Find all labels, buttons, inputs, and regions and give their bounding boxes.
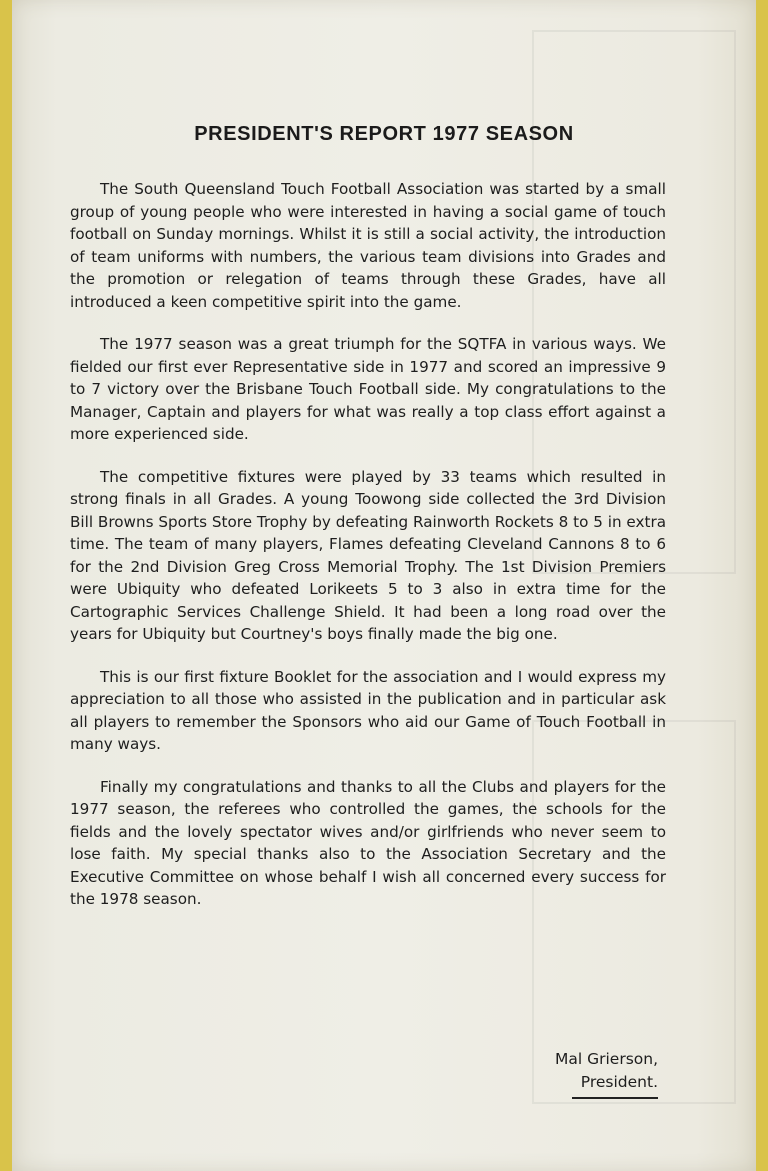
paragraph: This is our first fixture Booklet for the association and I would express my appreciation to all those who assisted in the publication and in particular ask all players to remember the Sponsors who aid our Game of Touch Football in many ways. [70,667,666,753]
signature-block [555,1048,658,1099]
paragraph: The 1977 season was a great triumph for the SQTFA in various ways. We fielded our first ever Representative side in 1977 and scored an impressive 9 to 7 victory over the Brisbane Touch Football side. My congratulations to the Manager, Captain and players for what was really a top class effort against a more experienced side. [70,335,666,443]
paragraph: The South Queensland Touch Football Association was started by a small group of young people who were interested in having a social game of touch football on Sunday mornings. Whilst it is still a social activity, the introduction of team uniforms with numbers, the various team divisions into Grades and the promotion or relegation of teams through these Grades, have all introduced a keen competitive spirit into the game. [70,180,666,311]
paragraph: Finally my congratulations and thanks to all the Clubs and players for the 1977 season, the referees who controlled the games, the schools for the fields and the lovely spectator wives and/or girlfriends who never seem to lose faith. My special thanks also to the Association Secretary and the Executive Committee on whose behalf I wish all concerned every success for the 1978 season. [70,777,666,908]
signatory-role: President. [580,1073,658,1091]
signatory-name: Mal Grierson, [554,1050,658,1068]
booklet-page [12,0,756,1171]
page-title: PRESIDENT'S REPORT 1977 SEASON [194,123,574,146]
report-body [70,178,666,931]
signature-underline [572,1097,658,1099]
paragraph: The competitive fixtures were played by 33 teams which resulted in strong finals in all Grades. A young Toowong side collected the 3rd Division Bill Browns Sports Store Trophy by defeating Rainworth Rockets 8 to 5 in extra time. The team of many players, Flames defeating Cleveland Cannons 8 to 6 for the 2nd Division Greg Cross Memorial Trophy. The 1st Division Premiers were Ubiquity who defeated Lorikeets 5 to 3 also in extra time for the Cartographic Services Challenge Shield. It had been a long road over the years for Ubiquity but Courtney's boys finally made the big one. [70,467,666,643]
